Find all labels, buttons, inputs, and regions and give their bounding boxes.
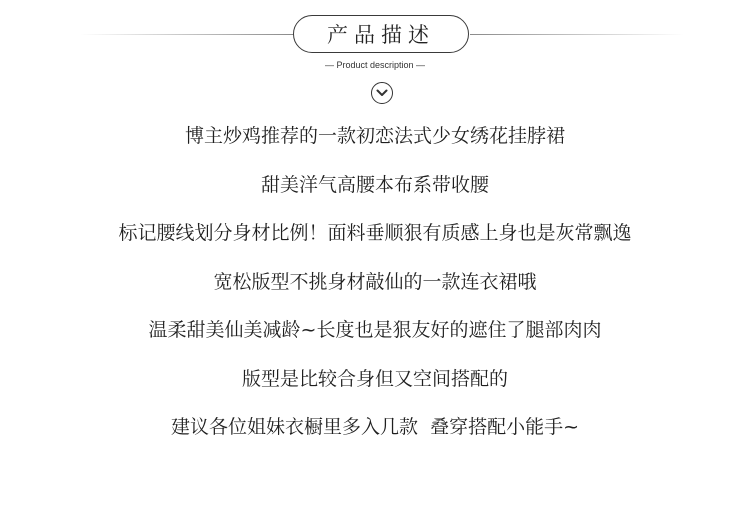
description-line: 建议各位姐妹衣橱里多入几款 叠穿搭配小能手~ xyxy=(170,416,579,438)
subtitle-text: Product description xyxy=(336,60,414,70)
subtitle-dash-left: — xyxy=(324,60,334,70)
description-lines xyxy=(0,118,750,458)
description-line: 博主炒鸡推荐的一款初恋法式少女绣花挂脖裙 xyxy=(184,125,565,147)
description-line: 温柔甜美仙美减龄~长度也是狠友好的遮住了腿部肉肉 xyxy=(148,319,602,341)
description-line: 宽松版型不挑身材敲仙的一款连衣裙哦 xyxy=(213,270,537,293)
section-subtitle xyxy=(0,60,750,70)
description-line: 标记腰线划分身材比例！面料垂顺狠有质感上身也是灰常飘逸 xyxy=(118,222,632,244)
header-rule-left xyxy=(80,34,294,35)
subtitle-dash-right: — xyxy=(416,60,426,70)
description-line: 版型是比较合身但又空间搭配的 xyxy=(241,367,508,390)
section-header xyxy=(0,0,750,110)
chevron-down-icon xyxy=(371,82,393,104)
description-line: 甜美洋气高腰本布系带收腰 xyxy=(260,173,489,196)
header-rule-right xyxy=(470,34,684,35)
section-title: 产品描述 xyxy=(293,15,469,53)
